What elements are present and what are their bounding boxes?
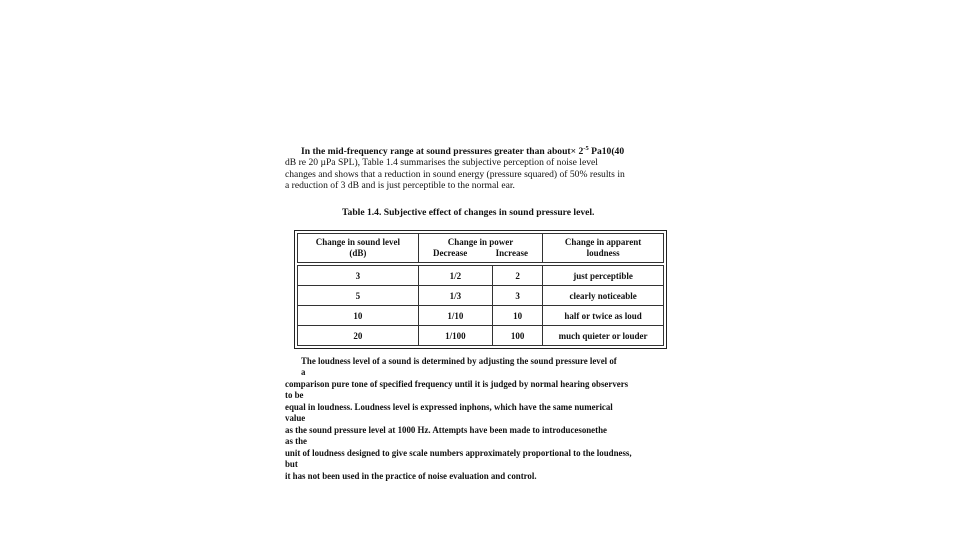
cell-decrease: 1/10	[418, 306, 492, 326]
body-line: a	[301, 367, 306, 378]
body-line: but	[285, 459, 298, 470]
intro-line-1	[285, 146, 657, 157]
header-power-sub	[419, 248, 542, 259]
table-header-row	[298, 234, 664, 263]
cell-increase: 100	[493, 326, 543, 346]
body-line: as the sound pressure level at 1000 Hz. Attempts have been made to introducesonethe	[285, 424, 607, 435]
header-loudness	[543, 234, 664, 263]
intro-line-3: changes and shows that a reduction in sound energy (pressure squared) of 50% results in	[285, 168, 625, 180]
intro-paragraph	[285, 146, 657, 191]
intro-line-4: a reduction of 3 dB and is just perceptible to the normal ear.	[285, 179, 515, 191]
header-sound-level	[298, 234, 419, 263]
cell-db: 5	[298, 286, 419, 306]
loudness-table	[294, 230, 667, 349]
cell-decrease: 1/3	[418, 286, 492, 306]
header-sound-level-line-1: Change in sound level	[315, 237, 401, 247]
cell-loudness: half or twice as loud	[543, 306, 664, 326]
table-row	[298, 266, 664, 286]
header-sound-level-line-2: (dB)	[349, 248, 367, 258]
cell-loudness: much quieter or louder	[543, 326, 664, 346]
cell-increase: 2	[493, 266, 543, 286]
cell-increase: 3	[493, 286, 543, 306]
cell-db: 3	[298, 266, 419, 286]
body-line: comparison pure tone of specified frequency until it is judged by normal hearing observers	[285, 378, 629, 389]
cell-decrease: 1/100	[418, 326, 492, 346]
body-paragraph	[285, 356, 685, 482]
cell-increase: 10	[493, 306, 543, 326]
table-caption: Table 1.4. Subjective effect of changes in sound pressure level.	[342, 207, 595, 218]
body-line: value	[285, 413, 306, 424]
header-loudness-line-2: loudness	[586, 248, 620, 258]
cell-decrease: 1/2	[418, 266, 492, 286]
header-loudness-line-1: Change in apparent	[564, 237, 642, 247]
body-line: to be	[285, 390, 304, 401]
header-power	[418, 234, 542, 263]
intro-line-1-text: In the mid-frequency range at sound pressures greater than about× 2	[301, 146, 584, 157]
cell-loudness: just perceptible	[543, 266, 664, 286]
intro-line-2: dB re 20 µPa SPL), Table 1.4 summarises the subjective perception of noise level	[285, 157, 598, 169]
intro-line-1-tail: Pa10(40	[588, 146, 625, 157]
body-line: The loudness level of a sound is determined by adjusting the sound pressure level of	[301, 356, 617, 366]
table-row	[298, 326, 664, 346]
header-increase: Increase	[495, 248, 528, 258]
body-line: equal in loudness. Loudness level is expressed inphons, which have the same numerical	[285, 401, 613, 412]
cell-db: 20	[298, 326, 419, 346]
header-power-label: Change in power	[447, 237, 514, 247]
table-row	[298, 306, 664, 326]
cell-db: 10	[298, 306, 419, 326]
intro-exponent: -5	[583, 144, 589, 152]
header-decrease: Decrease	[432, 248, 468, 258]
table-row	[298, 286, 664, 306]
cell-loudness: clearly noticeable	[543, 286, 664, 306]
body-line: unit of loudness designed to give scale numbers approximately proportional to the loudness,	[285, 447, 632, 458]
body-line: as the	[285, 436, 307, 447]
body-line: it has not been used in the practice of noise evaluation and control.	[285, 470, 537, 481]
